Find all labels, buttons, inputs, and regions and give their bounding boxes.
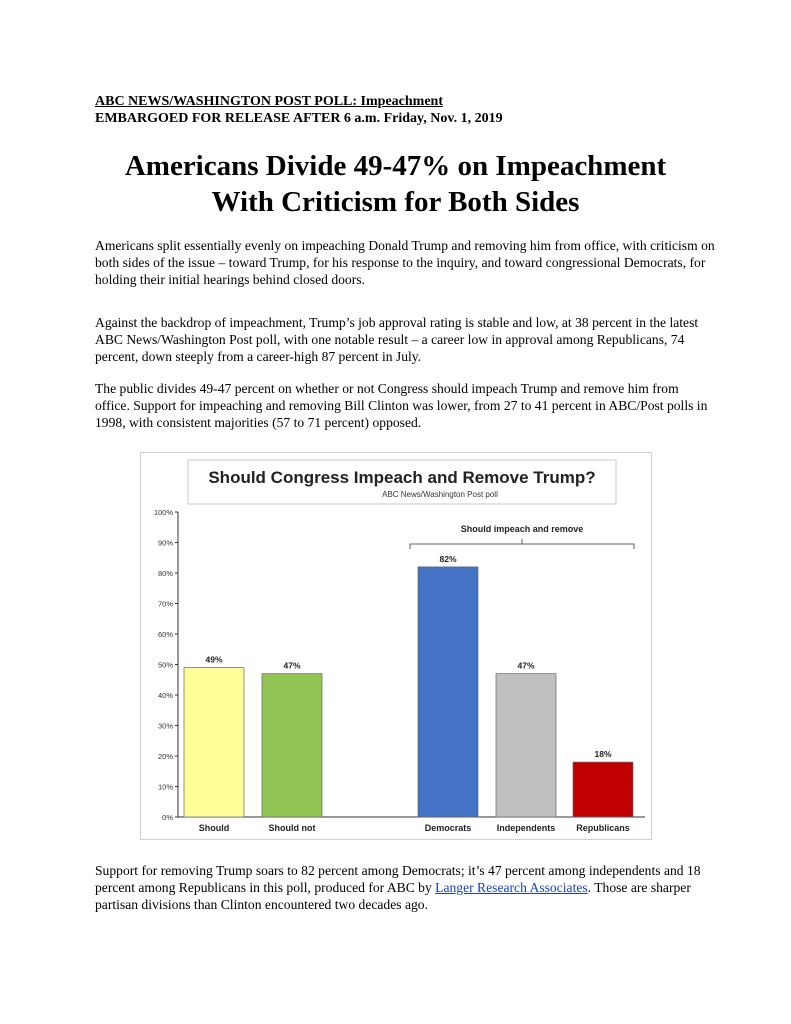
bar-democrats xyxy=(418,567,478,817)
category-label: Democrats xyxy=(424,823,472,833)
bracket-label: Should impeach and remove xyxy=(460,524,584,534)
chart-svg xyxy=(140,452,652,840)
embargo-line: EMBARGOED FOR RELEASE AFTER 6 a.m. Friday, Nov. 1, 2019 xyxy=(95,111,503,126)
y-tick-label: 0% xyxy=(162,813,173,822)
headline-line-1: Americans Divide 49-47% on Impeachment xyxy=(124,150,667,182)
y-tick-label: 30% xyxy=(157,721,173,731)
y-tick-label: 10% xyxy=(157,782,173,792)
bar-value-label: 49% xyxy=(205,654,223,665)
paragraph-4 xyxy=(95,863,715,913)
y-tick-label: 90% xyxy=(157,538,173,548)
headline xyxy=(60,148,731,220)
y-tick-label: 70% xyxy=(157,599,173,609)
headline-line-2: With Criticism for Both Sides xyxy=(211,186,580,218)
y-tick-label: 60% xyxy=(157,630,173,639)
y-tick-label: 80% xyxy=(157,569,173,578)
y-tick-label: 50% xyxy=(157,660,173,670)
category-label: Independents xyxy=(496,823,556,833)
impeachment-chart xyxy=(140,452,652,840)
paragraph-4-text-a: Support for removing Trump soars to 82 percent among Democrats; it’s 47 percent among independents and 18 percent among Republicans in this poll, produced for ABC by xyxy=(95,863,701,895)
y-tick-label: 40% xyxy=(157,691,173,700)
category-label: Should xyxy=(198,823,230,833)
bar-should-not xyxy=(262,674,322,817)
chart-title: Should Congress Impeach and Remove Trump? xyxy=(208,468,596,487)
paragraph-3: The public divides 49-47 percent on whether or not Congress should impeach Trump and remove him from office. Support for impeaching and removing Bill Clinton was lower, from 27 to 41 percent in ABC/Post polls in 1998, with consistent majorities (57 to 71 percent) opposed. xyxy=(95,381,708,430)
chart-subtitle: ABC News/Washington Post poll xyxy=(382,490,498,499)
bar-should xyxy=(184,668,244,817)
paragraph-4-text-b: . Those are sharper partisan divisions than Clinton encountered two decades ago. xyxy=(95,879,691,912)
y-tick-label: 100% xyxy=(153,508,173,517)
bar-value-label: 47% xyxy=(283,660,301,671)
paragraph-2: Against the backdrop of impeachment, Trump’s job approval rating is stable and low, at 38 percent in the latest ABC News/Washington Post poll, with one notable result – a career low in approval among Republicans, 74 percent, down steeply from a career-high 87 percent in July. xyxy=(95,315,699,364)
langer-research-link[interactable]: Langer Research Associates xyxy=(435,879,588,895)
bar-value-label: 18% xyxy=(594,749,612,760)
bar-value-label: 82% xyxy=(439,553,457,564)
bar-republicans xyxy=(573,762,633,817)
category-label: Should not xyxy=(268,823,316,833)
bar-value-label: 47% xyxy=(517,660,535,671)
poll-header: ABC NEWS/WASHINGTON POST POLL: Impeachment xyxy=(95,94,443,109)
paragraph-1: Americans split essentially evenly on impeaching Donald Trump and removing him from office, with criticism on both sides of the issue – toward Trump, for his response to the inquiry, and toward congressional Democrats, for holding their initial hearings behind closed doors. xyxy=(95,238,715,287)
y-tick-label: 20% xyxy=(157,752,173,761)
chart-title-box xyxy=(188,460,616,504)
bar-independents xyxy=(496,674,556,817)
category-label: Republicans xyxy=(576,823,630,833)
